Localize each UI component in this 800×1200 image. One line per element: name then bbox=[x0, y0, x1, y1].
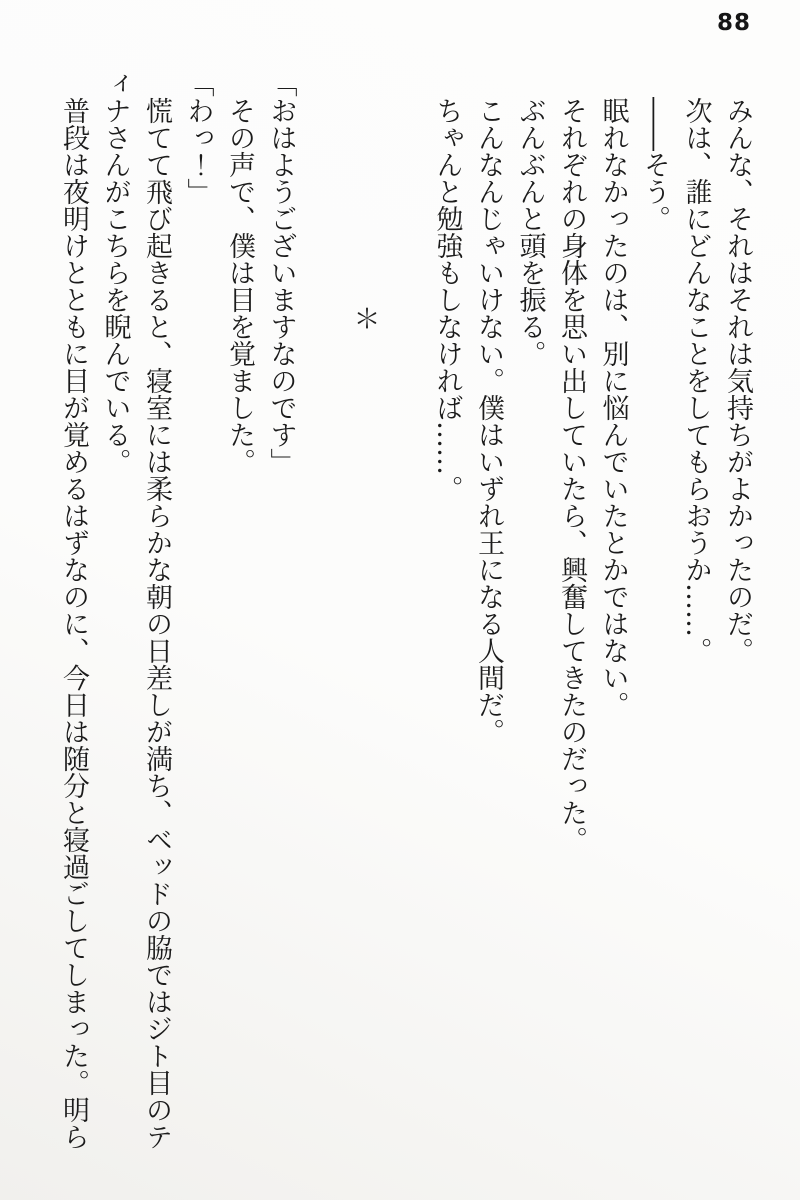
paragraph: 「おはようございますなのです」 bbox=[265, 70, 297, 475]
page-number: 88 bbox=[716, 10, 751, 36]
paragraph: ぶんぶんと頭を振る。 bbox=[514, 97, 546, 367]
paragraph: 眠れなかったのは、別に悩んでいたとかではない。 bbox=[597, 97, 629, 718]
section-separator: ＊ bbox=[348, 305, 380, 332]
paragraph: こんなんじゃいけない。僕はいずれ王になる人間だ。 bbox=[473, 97, 504, 745]
paragraph: 次は、誰にどんなことをしてもらおうか……。 bbox=[680, 97, 712, 664]
paragraph: 普段は夜明けとともに目が覚めるはずなのに、今日は随分と寝過ごしてしまった。明ら bbox=[58, 97, 89, 1150]
paragraph: その声で、僕は目を覚ました。 bbox=[224, 97, 255, 475]
paragraph: みんな、それはそれは気持ちがよかったのだ。 bbox=[722, 97, 753, 664]
paragraph: それぞれの身体を思い出していたら、興奮してきたのだった。 bbox=[556, 97, 587, 853]
paragraph: 慌てて飛び起きると、寝室には柔らかな朝の日差しが満ち、ベッドの脇ではジト目のティナさんがこちらを睨んでいる。 bbox=[99, 70, 172, 1150]
paragraph: ちゃんと勉強もしなければ……。 bbox=[431, 97, 463, 502]
paragraph: 「わっ！」 bbox=[182, 70, 214, 205]
paragraph: ――そう。 bbox=[639, 97, 670, 232]
text-block bbox=[53, 70, 759, 1156]
